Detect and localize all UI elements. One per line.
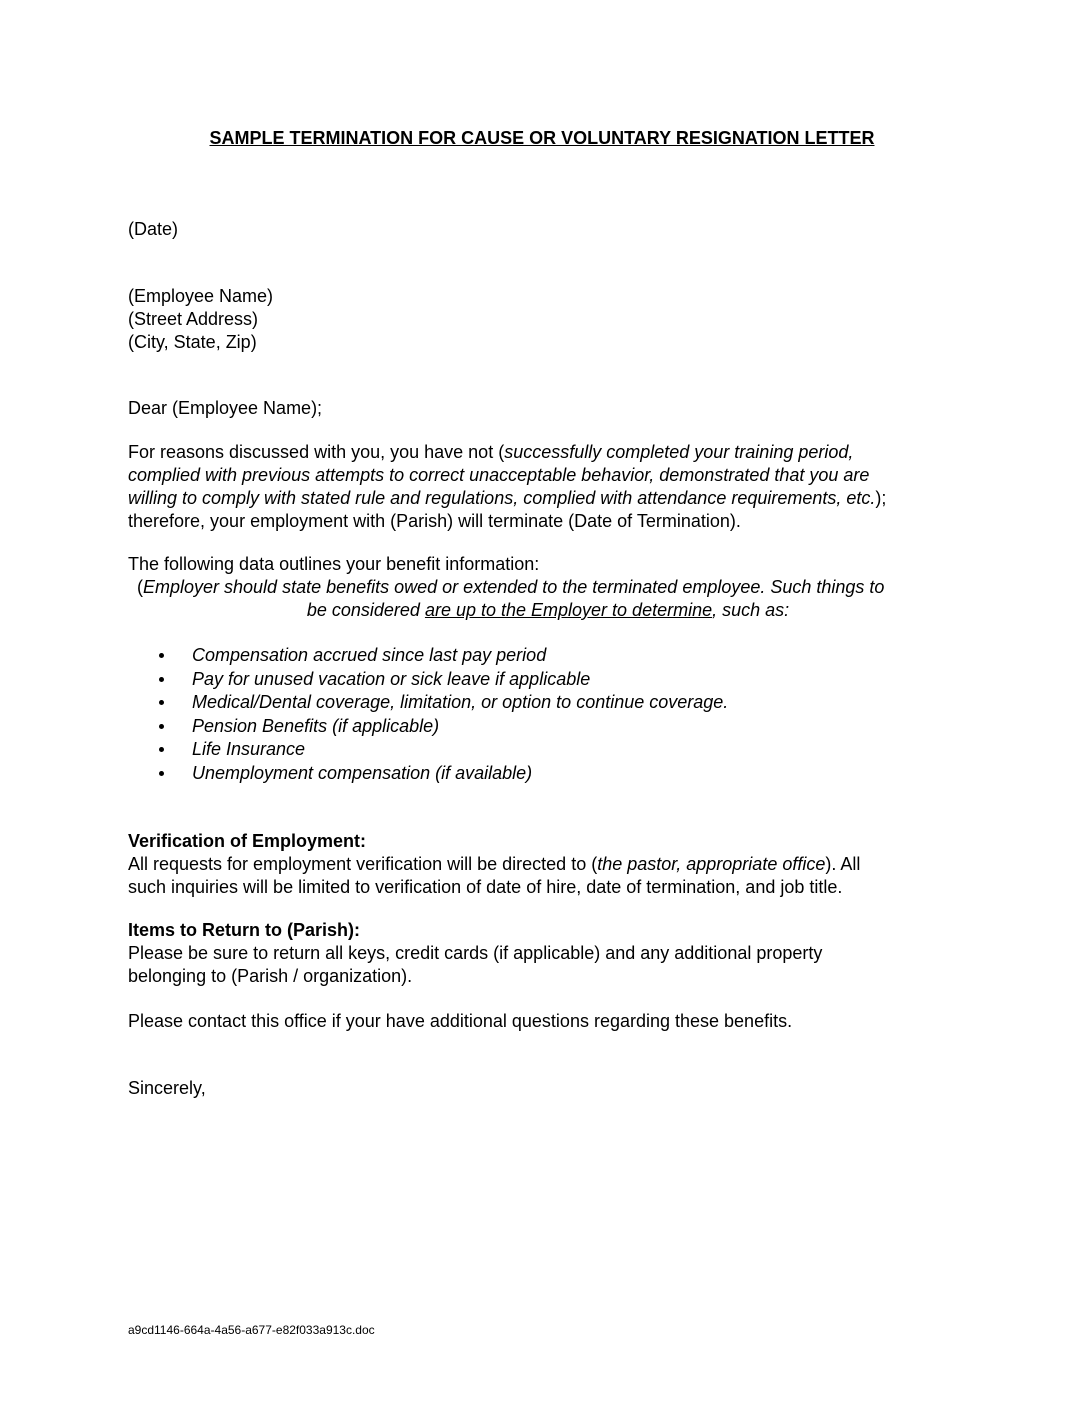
benefits-intro bbox=[128, 553, 968, 622]
verification-line-1 bbox=[128, 853, 968, 876]
contact-paragraph bbox=[128, 1010, 968, 1033]
recipient-name: (Employee Name) bbox=[128, 286, 274, 306]
items-return-heading: Items to Return to (Parish): bbox=[128, 920, 361, 940]
benefits-note-underlined: are up to the Employer to determine bbox=[424, 600, 713, 620]
reasons-line-2-italic: complied with previous attempts to correct unacceptable behavior, demonstrated that you are bbox=[128, 465, 870, 485]
list-item: Pension Benefits (if applicable) bbox=[128, 715, 968, 739]
list-item: Life Insurance bbox=[128, 738, 968, 762]
benefits-note-open: ( bbox=[137, 577, 143, 597]
document-filename: a9cd1146-664a-4a56-a677-e82f033a913c.doc bbox=[128, 1323, 375, 1337]
verification-line-1-italic: the pastor, appropriate office bbox=[597, 854, 826, 874]
list-item: Pay for unused vacation or sick leave if applicable bbox=[128, 668, 968, 692]
items-return-line-1: Please be sure to return all keys, credit cards (if applicable) and any additional property bbox=[128, 943, 823, 963]
items-return-section bbox=[128, 919, 968, 988]
list-item: Unemployment compensation (if available) bbox=[128, 762, 968, 786]
verification-line-2: such inquiries will be limited to verification of date of hire, date of termination, and job title. bbox=[128, 877, 843, 897]
salutation bbox=[128, 397, 968, 420]
verification-line-1-plain-a: All requests for employment verification will be directed to ( bbox=[128, 854, 598, 874]
reasons-line-3 bbox=[128, 487, 968, 510]
reasons-line-1 bbox=[128, 441, 968, 464]
document-title: SAMPLE TERMINATION FOR CAUSE OR VOLUNTARY RESIGNATION LETTER bbox=[209, 128, 875, 148]
benefits-note-italic-2a: be considered bbox=[306, 600, 425, 620]
benefits-list bbox=[128, 644, 968, 786]
benefits-note-italic-2b: , such as: bbox=[712, 600, 790, 620]
recipient-city: (City, State, Zip) bbox=[128, 332, 257, 352]
reasons-line-3-italic: willing to comply with stated rule and regulations, complied with attendance requirements, etc. bbox=[128, 488, 876, 508]
reasons-paragraph bbox=[128, 441, 968, 533]
verification-line-1-plain-b: ). All bbox=[825, 854, 861, 874]
reasons-line-1-italic: successfully completed your training period, bbox=[504, 442, 854, 462]
reasons-line-3-plain: ); bbox=[875, 488, 887, 508]
reasons-line-2 bbox=[128, 464, 968, 487]
closing-text: Sincerely, bbox=[128, 1078, 206, 1098]
list-item: Medical/Dental coverage, limitation, or option to continue coverage. bbox=[128, 691, 968, 715]
verification-heading: Verification of Employment: bbox=[128, 831, 367, 851]
reasons-line-1-plain: For reasons discussed with you, you have not ( bbox=[128, 442, 505, 462]
closing bbox=[128, 1077, 968, 1100]
date-line bbox=[128, 218, 968, 241]
salutation-text: Dear (Employee Name); bbox=[128, 398, 323, 418]
list-item: Compensation accrued since last pay period bbox=[128, 644, 968, 668]
benefits-note-italic-1: Employer should state benefits owed or extended to the terminated employee. Such things to bbox=[143, 577, 885, 597]
contact-text: Please contact this office if your have additional questions regarding these benefits. bbox=[128, 1011, 793, 1031]
benefits-lead: The following data outlines your benefit information: bbox=[128, 554, 540, 574]
date-text: (Date) bbox=[128, 219, 179, 239]
items-return-line-2: belonging to (Parish / organization). bbox=[128, 966, 413, 986]
reasons-line-4: therefore, your employment with (Parish) will terminate (Date of Termination). bbox=[128, 511, 741, 531]
benefits-note-line-2 bbox=[128, 599, 968, 622]
recipient-street: (Street Address) bbox=[128, 309, 259, 329]
recipient-address bbox=[128, 285, 968, 354]
benefits-note-line-1 bbox=[128, 576, 968, 599]
verification-section bbox=[128, 830, 968, 899]
